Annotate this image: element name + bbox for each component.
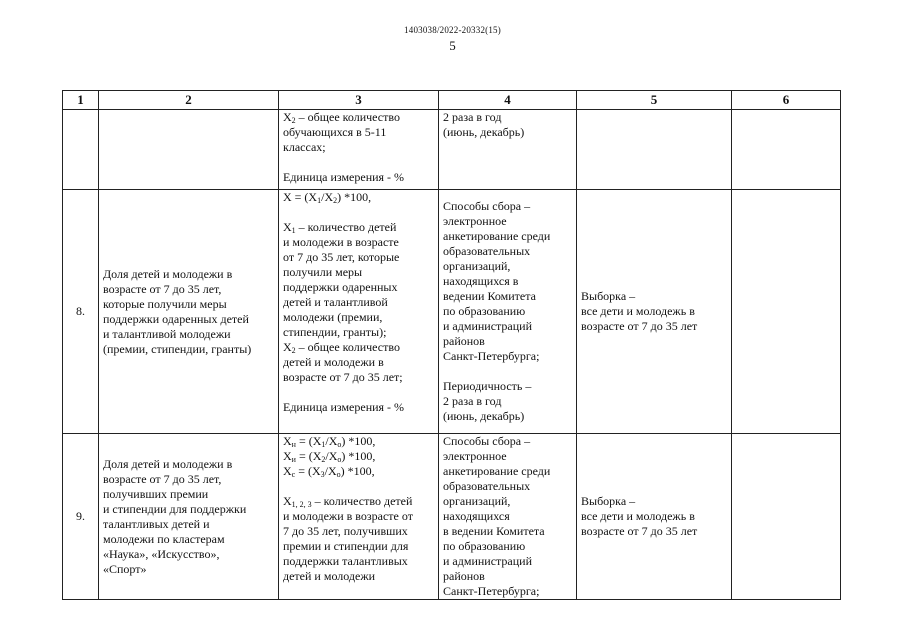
cell-line: Выборка – [581, 289, 636, 303]
cell-line: «Наука», «Искусство», [103, 546, 220, 561]
indicator-name-cell [99, 190, 279, 434]
cell-line: Доля детей и молодежи в [103, 456, 233, 471]
cell-line: поддержки талантливых [283, 554, 408, 568]
cell-line: и администраций [443, 554, 533, 568]
cell-line: находящихся в [443, 274, 519, 288]
cell-line: анкетирование среди [443, 229, 551, 243]
cell-line: классах; [283, 140, 326, 154]
cell-line: «Спорт» [103, 561, 147, 576]
extra-cell [732, 110, 841, 190]
cell-line: (июнь, декабрь) [443, 409, 525, 423]
cell-line: все дети и молодежь в [581, 304, 695, 318]
cell-line: Единица измерения - % [283, 170, 405, 184]
cell-line: электронное [443, 449, 507, 463]
cell-line [283, 479, 434, 494]
cell-line: стипендии, гранты); [283, 325, 387, 339]
cell-line: и молодежи в возрасте [283, 235, 399, 249]
cell-line: талантливых детей и [103, 516, 210, 531]
indicator-name-cell [99, 110, 279, 190]
cell-line: возрасте от 7 до 35 лет, [103, 471, 222, 486]
cell-line: и талантливой молодежи [103, 326, 231, 341]
sample-cell [577, 110, 732, 190]
cell-line: организаций, [443, 494, 511, 508]
table-row [63, 434, 841, 600]
cell-line: $X = (X_1/X_2)$ *100, [283, 190, 372, 205]
column-header: 4 [439, 91, 577, 110]
formula-cell [279, 190, 439, 434]
cell-line: получили меры [283, 265, 363, 279]
cell-line: которые получили меры [103, 296, 227, 311]
cell-line: анкетирование среди [443, 464, 551, 478]
cell-line: получивших премии [103, 486, 209, 501]
cell-line: Санкт-Петербурга; [443, 584, 540, 598]
cell-line: детей и талантливой [283, 295, 388, 309]
cell-line: от 7 до 35 лет, которые [283, 250, 400, 264]
cell-line: организаций, [443, 259, 511, 273]
cell-line: Способы сбора – [443, 199, 531, 213]
cell-line: $X_1$ – количество детей [283, 220, 397, 235]
extra-cell [732, 434, 841, 600]
cell-line: молодежи (премии, [283, 310, 383, 324]
method-cell [439, 190, 577, 434]
cell-line: детей и молодежи в [283, 355, 384, 369]
cell-line: электронное [443, 214, 507, 228]
column-header: 3 [279, 91, 439, 110]
cell-line: возрасте от 7 до 35 лет; [283, 370, 403, 384]
cell-line [283, 205, 434, 220]
cell-line: Санкт-Петербурга; [443, 349, 540, 363]
cell-line: премии и стипендии для [283, 539, 409, 553]
cell-line: по образованию [443, 539, 526, 553]
cell-line: районов [443, 569, 485, 583]
cell-line: возрасте от 7 до 35 лет [581, 524, 698, 538]
cell-line: ведении Комитета [443, 289, 536, 303]
cell-line: Доля детей и молодежи в [103, 266, 233, 281]
cell-line: 2 раза в год [443, 394, 502, 408]
cell-line: Единица измерения - % [283, 400, 405, 414]
cell-line: поддержки одаренных [283, 280, 398, 294]
cell-line: (премии, стипендии, гранты) [103, 341, 252, 356]
cell-line: (июнь, декабрь) [443, 125, 525, 139]
formula-cell [279, 110, 439, 190]
cell-line: $X_и = (X_2/X_о)$ *100, [283, 449, 376, 464]
formula-cell [279, 434, 439, 600]
cell-line: и администраций [443, 319, 533, 333]
cell-line: по образованию [443, 304, 526, 318]
cell-line: Выборка – [581, 494, 636, 508]
row-number-cell: 9. [63, 434, 99, 600]
cell-line [283, 155, 434, 170]
cell-line: $X_{1, 2, 3}$ – количество детей [283, 494, 413, 509]
cell-line: возрасте от 7 до 35 лет, [103, 281, 222, 296]
cell-line: районов [443, 334, 485, 348]
row-number-cell: 8. [63, 190, 99, 434]
document-number: 1403038/2022-20332(15) [404, 25, 501, 35]
cell-line: $X_н = (X_1/X_о)$ *100, [283, 434, 376, 449]
table-row [63, 190, 841, 434]
extra-cell [732, 190, 841, 434]
cell-line: образовательных [443, 479, 531, 493]
table-row [63, 110, 841, 190]
table-header-row [63, 91, 841, 110]
column-header: 1 [63, 91, 99, 110]
cell-line: находящихся [443, 509, 510, 523]
cell-line: $X_2$ – общее количество [283, 110, 400, 125]
column-header: 6 [732, 91, 841, 110]
cell-line: все дети и молодежь в [581, 509, 695, 523]
cell-line: $X_с = (X_3/X_о)$ *100, [283, 464, 375, 479]
cell-line: Периодичность – [443, 379, 532, 393]
cell-line: Способы сбора – [443, 434, 531, 448]
cell-line: $X_2$ – общее количество [283, 340, 400, 355]
sample-cell [577, 190, 732, 434]
column-header: 5 [577, 91, 732, 110]
column-header: 2 [99, 91, 279, 110]
cell-line: поддержки одаренных детей [103, 311, 249, 326]
method-cell [439, 434, 577, 600]
cell-line: возрасте от 7 до 35 лет [581, 319, 698, 333]
cell-line: обучающихся в 5-11 [283, 125, 387, 139]
cell-line: образовательных [443, 244, 531, 258]
cell-line: 2 раза в год [443, 110, 502, 124]
row-number-cell [63, 110, 99, 190]
indicators-table [62, 90, 841, 600]
indicator-name-cell [99, 434, 279, 600]
cell-line: и стипендии для поддержки [103, 501, 247, 516]
cell-line: в ведении Комитета [443, 524, 545, 538]
cell-line [283, 385, 434, 400]
sample-cell [577, 434, 732, 600]
method-cell [439, 110, 577, 190]
page-number: 5 [449, 38, 456, 53]
cell-line [443, 364, 572, 379]
cell-line: и молодежи в возрасте от [283, 509, 413, 523]
cell-line: 7 до 35 лет, получивших [283, 524, 408, 538]
cell-line: детей и молодежи [283, 569, 376, 583]
cell-line: молодежи по кластерам [103, 531, 225, 546]
